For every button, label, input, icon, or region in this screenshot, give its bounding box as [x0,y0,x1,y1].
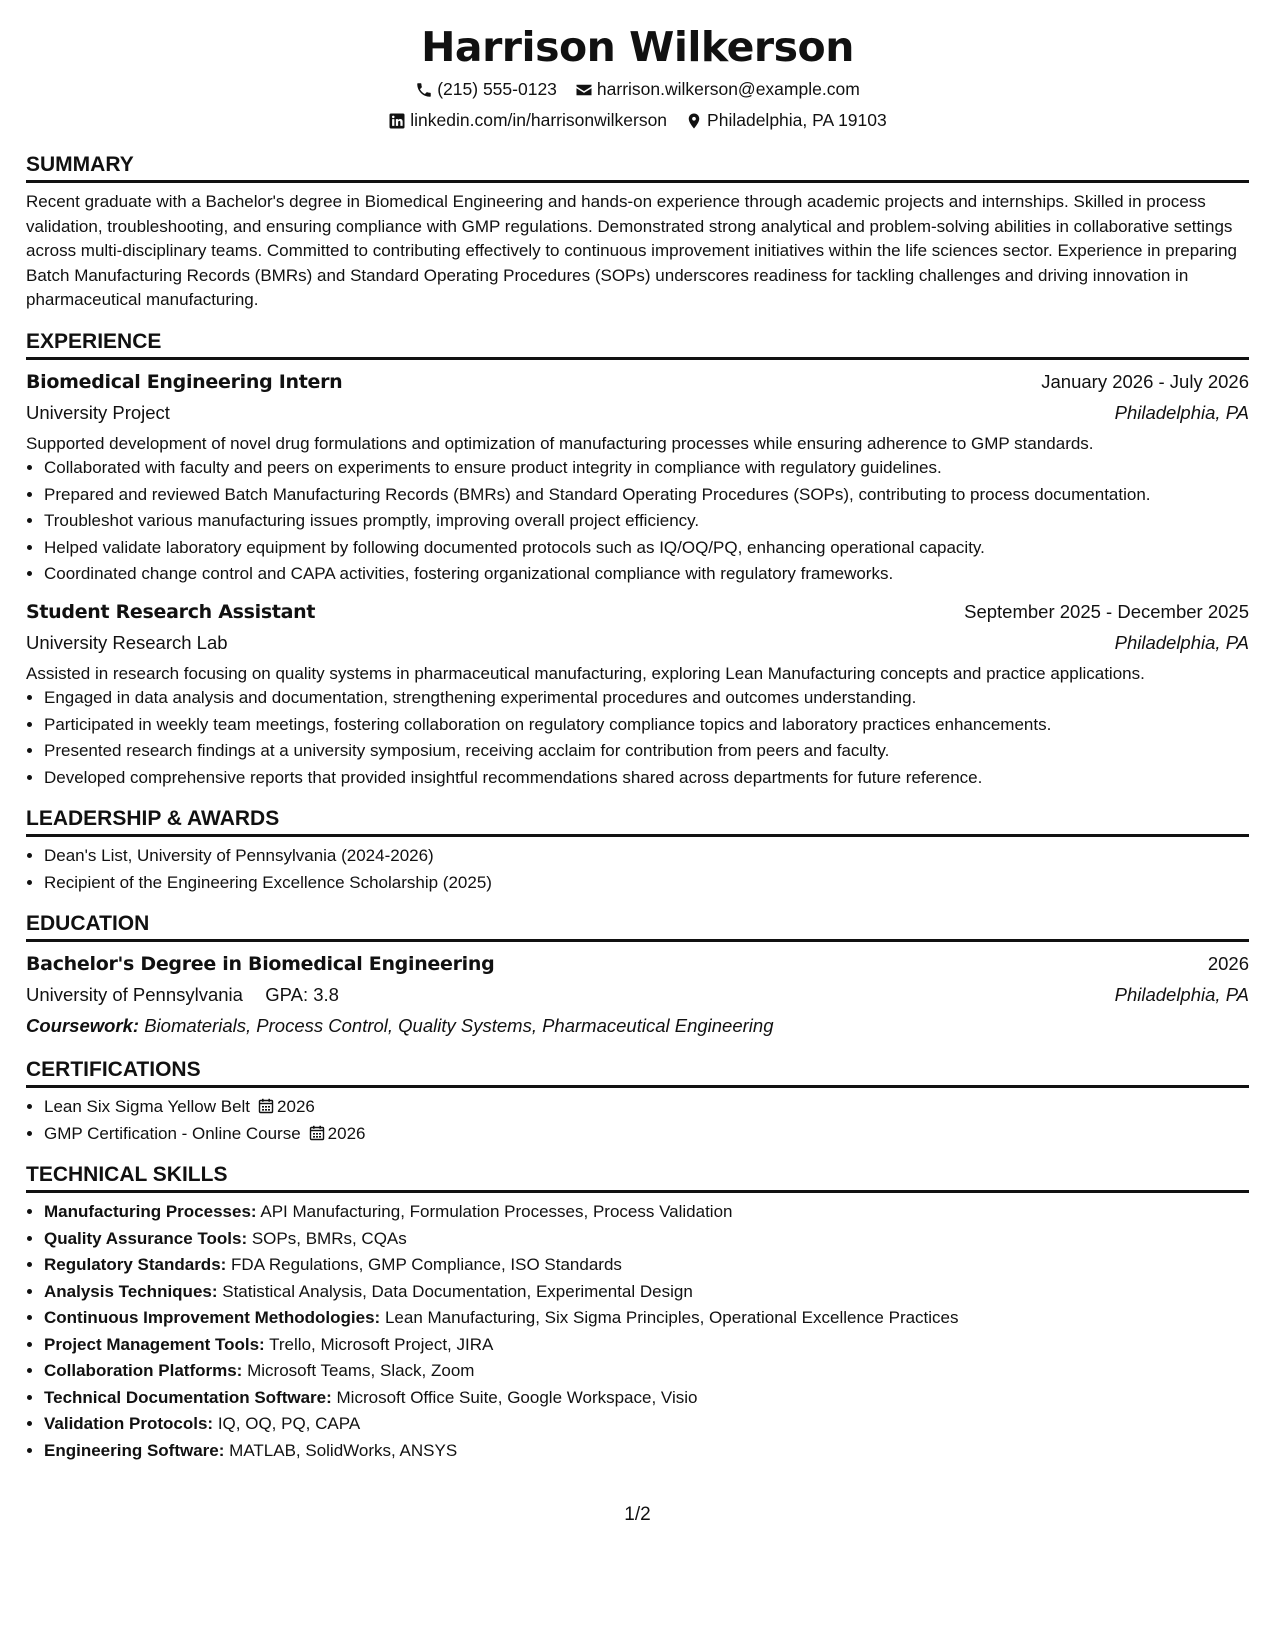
role-title: Student Research Assistant [26,600,316,623]
coursework-line [26,1010,1249,1041]
section-title-certifications: CERTIFICATIONS [26,1057,1249,1088]
certification-name: Lean Six Sigma Yellow Belt [44,1097,251,1116]
list-item: • Engaged in data analysis and documentation, strengthening experimental procedures and outcomes understanding. [44,686,1249,711]
phone-icon [415,81,433,99]
role-organization: University Research Lab [26,631,228,653]
contact-line-1 [26,74,1249,105]
degree-title: Bachelor's Degree in Biomedical Engineering [26,953,495,975]
skill-label: Regulatory Standards: [44,1255,227,1274]
skill-label: Analysis Techniques: [44,1281,218,1301]
linkedin-text: linkedin.com/in/harrisonwilkerson [410,110,668,130]
resume-header [26,20,1249,136]
role-dates: September 2025 - December 2025 [964,600,1249,622]
skill-value: FDA Regulations, GMP Compliance, ISO Standards [231,1255,622,1274]
summary-section [26,152,1249,313]
envelope-icon [575,81,593,99]
list-item: • Coordinated change control and CAPA activities, fostering organizational compliance with regulatory frameworks. [44,562,1249,587]
email-text: harrison.wilkerson@example.com [596,79,860,99]
list-item: • Presented research findings at a university symposium, receiving acclaim for contribution from peers and faculty. [44,739,1249,764]
skill-value: SOPs, BMRs, CQAs [251,1228,407,1248]
skill-label: Quality Assurance Tools: [44,1228,248,1248]
list-item [44,1439,1249,1464]
linkedin-icon [388,112,406,130]
map-pin-icon [685,112,703,130]
summary-text: Recent graduate with a Bachelor's degree in Biomedical Engineering and hands-on experience through academic projects and internships. Skilled in process validation, troubleshooting, and ensuring compliance with GMP regulations. Demonstrated strong analytical and problem-solving abilities in collaborative settings across multi-disciplinary teams. Committed to contributing effectively to continuous improvement initiatives within the life sciences sector. Experience in preparing Batch Manufacturing Records (BMRs) and Standard Operating Procedures (SOPs) underscores readiness for tackling challenges and driving innovation in pharmaceutical manufacturing. [26,192,1238,309]
skill-value: Lean Manufacturing, Six Sigma Principles, Operational Excellence Practices [384,1308,959,1327]
role-description: Assisted in research focusing on quality systems in pharmaceutical manufacturing, exploring Lean Manufacturing concepts and practice applications. [26,663,1145,683]
section-title-experience: EXPERIENCE [26,329,1249,360]
role-dates: January 2026 - July 2026 [1041,370,1249,392]
role-location: Philadelphia, PA [1114,401,1249,423]
certifications-list [26,1095,1249,1146]
gpa-text: GPA: 3.8 [265,984,339,1005]
certification-year: 2026 [277,1097,315,1116]
list-item [44,1227,1249,1252]
skill-value: API Manufacturing, Formulation Processes, Process Validation [260,1202,733,1221]
certification-name: GMP Certification - Online Course [44,1123,301,1143]
graduation-year: 2026 [1207,953,1249,974]
role-bullets [26,686,1249,790]
contact-line-2 [26,105,1249,136]
school-location: Philadelphia, PA [1114,984,1249,1005]
list-item [44,1333,1249,1358]
role-title: Biomedical Engineering Intern [26,370,343,393]
phone-contact[interactable] [415,74,557,105]
list-item [44,1280,1249,1305]
skill-value: IQ, OQ, PQ, CAPA [217,1414,361,1433]
section-title-summary: SUMMARY [26,152,1249,183]
location-text: Philadelphia, PA 19103 [707,110,887,130]
certification-year: 2026 [327,1123,366,1143]
list-item: • Recipient of the Engineering Excellence Scholarship (2025) [44,871,1249,896]
section-title-skills: TECHNICAL SKILLS [26,1162,1249,1193]
coursework-list: Biomaterials, Process Control, Quality Systems, Pharmaceutical Engineering [144,1015,774,1036]
skill-value: Trello, Microsoft Project, JIRA [269,1334,494,1354]
list-item [44,1200,1249,1225]
phone-text: (215) 555-0123 [437,79,557,99]
section-title-education: EDUCATION [26,911,1249,942]
list-item: • Developed comprehensive reports that provided insightful recommendations shared across departments for future reference. [44,766,1249,791]
list-item: • Prepared and reviewed Batch Manufacturing Records (BMRs) and Standard Operating Procedures (SOPs), contributing to process documentation. [44,483,1249,508]
skills-list [26,1200,1249,1463]
list-item: • Troubleshot various manufacturing issues promptly, improving overall project efficiency. [44,509,1249,534]
skills-section [26,1162,1249,1463]
list-item [44,1359,1249,1384]
school-name: University of Pennsylvania [26,984,243,1005]
experience-section [26,329,1249,791]
skill-value: Microsoft Teams, Slack, Zoom [247,1361,475,1380]
list-item: • Collaborated with faculty and peers on experiments to ensure product integrity in compliance with regulatory guidelines. [44,456,1249,481]
page-number: 1/2 [624,1504,651,1525]
skill-label: Continuous Improvement Methodologies: [44,1308,381,1327]
list-item [44,1412,1249,1437]
list-item: • Participated in weekly team meetings, fostering collaboration on regulatory compliance topics and laboratory practices enhancements. [44,713,1249,738]
role-bullets [26,456,1249,587]
calendar-icon [250,1097,277,1116]
coursework-label: Coursework: [26,1015,140,1036]
certifications-section [26,1057,1249,1146]
calendar-icon [301,1124,328,1143]
skill-value: Microsoft Office Suite, Google Workspace, Visio [336,1387,698,1407]
leadership-list [26,844,1249,895]
skill-label: Engineering Software: [44,1440,225,1460]
skill-label: Validation Protocols: [44,1414,214,1433]
section-title-leadership: LEADERSHIP & AWARDS [26,806,1249,837]
skill-label: Collaboration Platforms: [44,1361,243,1380]
skill-label: Technical Documentation Software: [44,1387,332,1407]
list-item [44,1095,1249,1120]
list-item: • Dean's List, University of Pennsylvania (2024-2026) [44,844,1249,869]
leadership-section [26,806,1249,895]
location-contact [685,105,887,136]
role-organization: University Project [26,401,170,423]
education-section [26,911,1249,1041]
skill-label: Project Management Tools: [44,1334,265,1354]
candidate-name: Harrison Wilkerson [421,23,854,71]
linkedin-contact[interactable] [388,105,667,136]
skill-label: Manufacturing Processes: [44,1202,257,1221]
list-item [44,1122,1249,1147]
role-location: Philadelphia, PA [1114,631,1249,653]
list-item [44,1253,1249,1278]
list-item: • Helped validate laboratory equipment by following documented protocols such as IQ/OQ/PQ, enhancing operational capacity. [44,536,1249,561]
list-item [44,1306,1249,1331]
skill-value: Statistical Analysis, Data Documentation, Experimental Design [222,1281,693,1301]
email-contact[interactable] [575,74,860,105]
skill-value: MATLAB, SolidWorks, ANSYS [229,1440,458,1460]
list-item [44,1386,1249,1411]
role-description: Supported development of novel drug formulations and optimization of manufacturing processes while ensuring adherence to GMP standards. [26,433,1094,453]
experience-role [26,367,1249,587]
experience-role [26,597,1249,791]
